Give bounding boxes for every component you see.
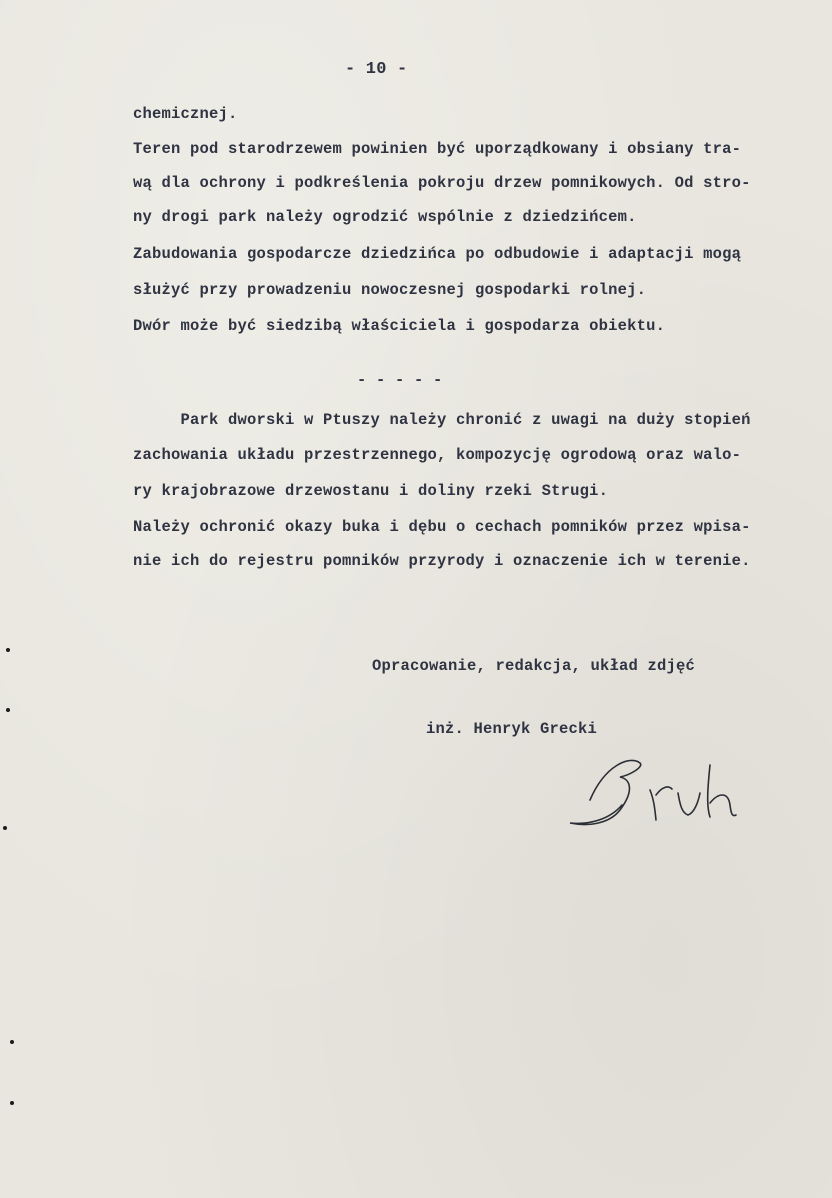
text-line: nie ich do rejestru pomników przyrody i oznaczenie ich w terenie. bbox=[133, 552, 751, 570]
punch-mark bbox=[6, 648, 10, 652]
text-line: Należy ochronić okazy buka i dębu o cechach pomników przez wpisa- bbox=[133, 518, 751, 536]
text-line: Teren pod starodrzewem powinien być uporządkowany i obsiany tra- bbox=[133, 140, 742, 158]
text-line: Zabudowania gospodarcze dziedzińca po odbudowie i adaptacji mogą bbox=[133, 245, 742, 263]
handwritten-signature bbox=[560, 745, 750, 835]
text-line: Park dworski w Ptuszy należy chronić z uwagi na duży stopień bbox=[133, 411, 751, 429]
punch-mark bbox=[10, 1101, 14, 1105]
text-line: służyć przy prowadzeniu nowoczesnej gospodarki rolnej. bbox=[133, 281, 647, 299]
credit-line: Opracowanie, redakcja, układ zdjęć bbox=[372, 657, 696, 675]
punch-mark bbox=[10, 1040, 14, 1044]
punch-mark bbox=[3, 826, 7, 830]
punch-mark bbox=[6, 708, 10, 712]
text-line: zachowania układu przestrzennego, kompozycję ogrodową oraz walo- bbox=[133, 446, 742, 464]
text-line: wą dla ochrony i podkreślenia pokroju drzew pomnikowych. Od stro- bbox=[133, 174, 751, 192]
text-line: chemicznej. bbox=[133, 105, 238, 123]
page-number: - 10 - bbox=[345, 60, 408, 79]
text-line: ny drogi park należy ogrodzić wspólnie z dziedzińcem. bbox=[133, 208, 637, 226]
author-name: inż. Henryk Grecki bbox=[426, 720, 598, 738]
text-line: ry krajobrazowe drzewostanu i doliny rzeki Strugi. bbox=[133, 482, 609, 500]
section-separator: - - - - - bbox=[357, 371, 443, 389]
text-line: Dwór może być siedzibą właściciela i gospodarza obiektu. bbox=[133, 317, 666, 335]
